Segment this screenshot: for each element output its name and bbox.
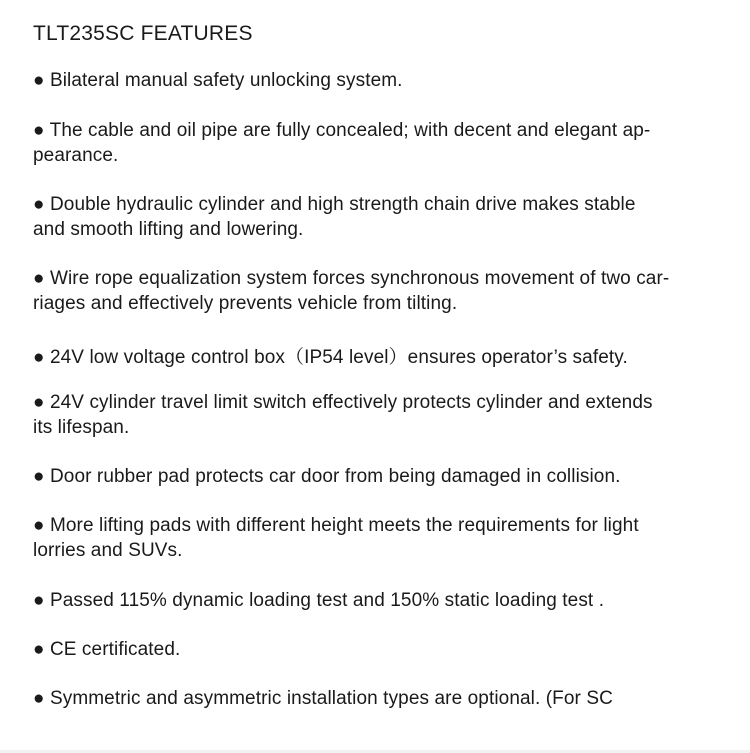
feature-line: ● Symmetric and asymmetric installation types are optional. (For SC [33, 688, 613, 709]
feature-line: ● More lifting pads with different height meets the requirements for light [33, 515, 639, 536]
feature-line: ● Wire rope equalization system forces synchronous movement of two car- [33, 268, 670, 289]
feature-line: and smooth lifting and lowering. [33, 219, 304, 240]
feature-line: ● The cable and oil pipe are fully concealed; with decent and elegant ap- [33, 120, 651, 141]
feature-line: ● 24V low voltage control box（IP54 level）ensures operator’s safety. [33, 347, 628, 368]
feature-line: riages and effectively prevents vehicle from tilting. [33, 293, 458, 314]
feature-line: pearance. [33, 145, 119, 166]
feature-line: ● Passed 115% dynamic loading test and 150% static loading test . [33, 590, 605, 611]
feature-line: ● Door rubber pad protects car door from being damaged in collision. [33, 466, 621, 487]
feature-line: its lifespan. [33, 417, 130, 438]
page-title: TLT235SC FEATURES [33, 22, 253, 45]
feature-line: lorries and SUVs. [33, 540, 183, 561]
feature-line: ● CE certificated. [33, 639, 181, 660]
feature-line: ● 24V cylinder travel limit switch effectively protects cylinder and extends [33, 392, 653, 413]
feature-line: ● Double hydraulic cylinder and high strength chain drive makes stable [33, 194, 636, 215]
feature-line: ● Bilateral manual safety unlocking system. [33, 70, 403, 91]
